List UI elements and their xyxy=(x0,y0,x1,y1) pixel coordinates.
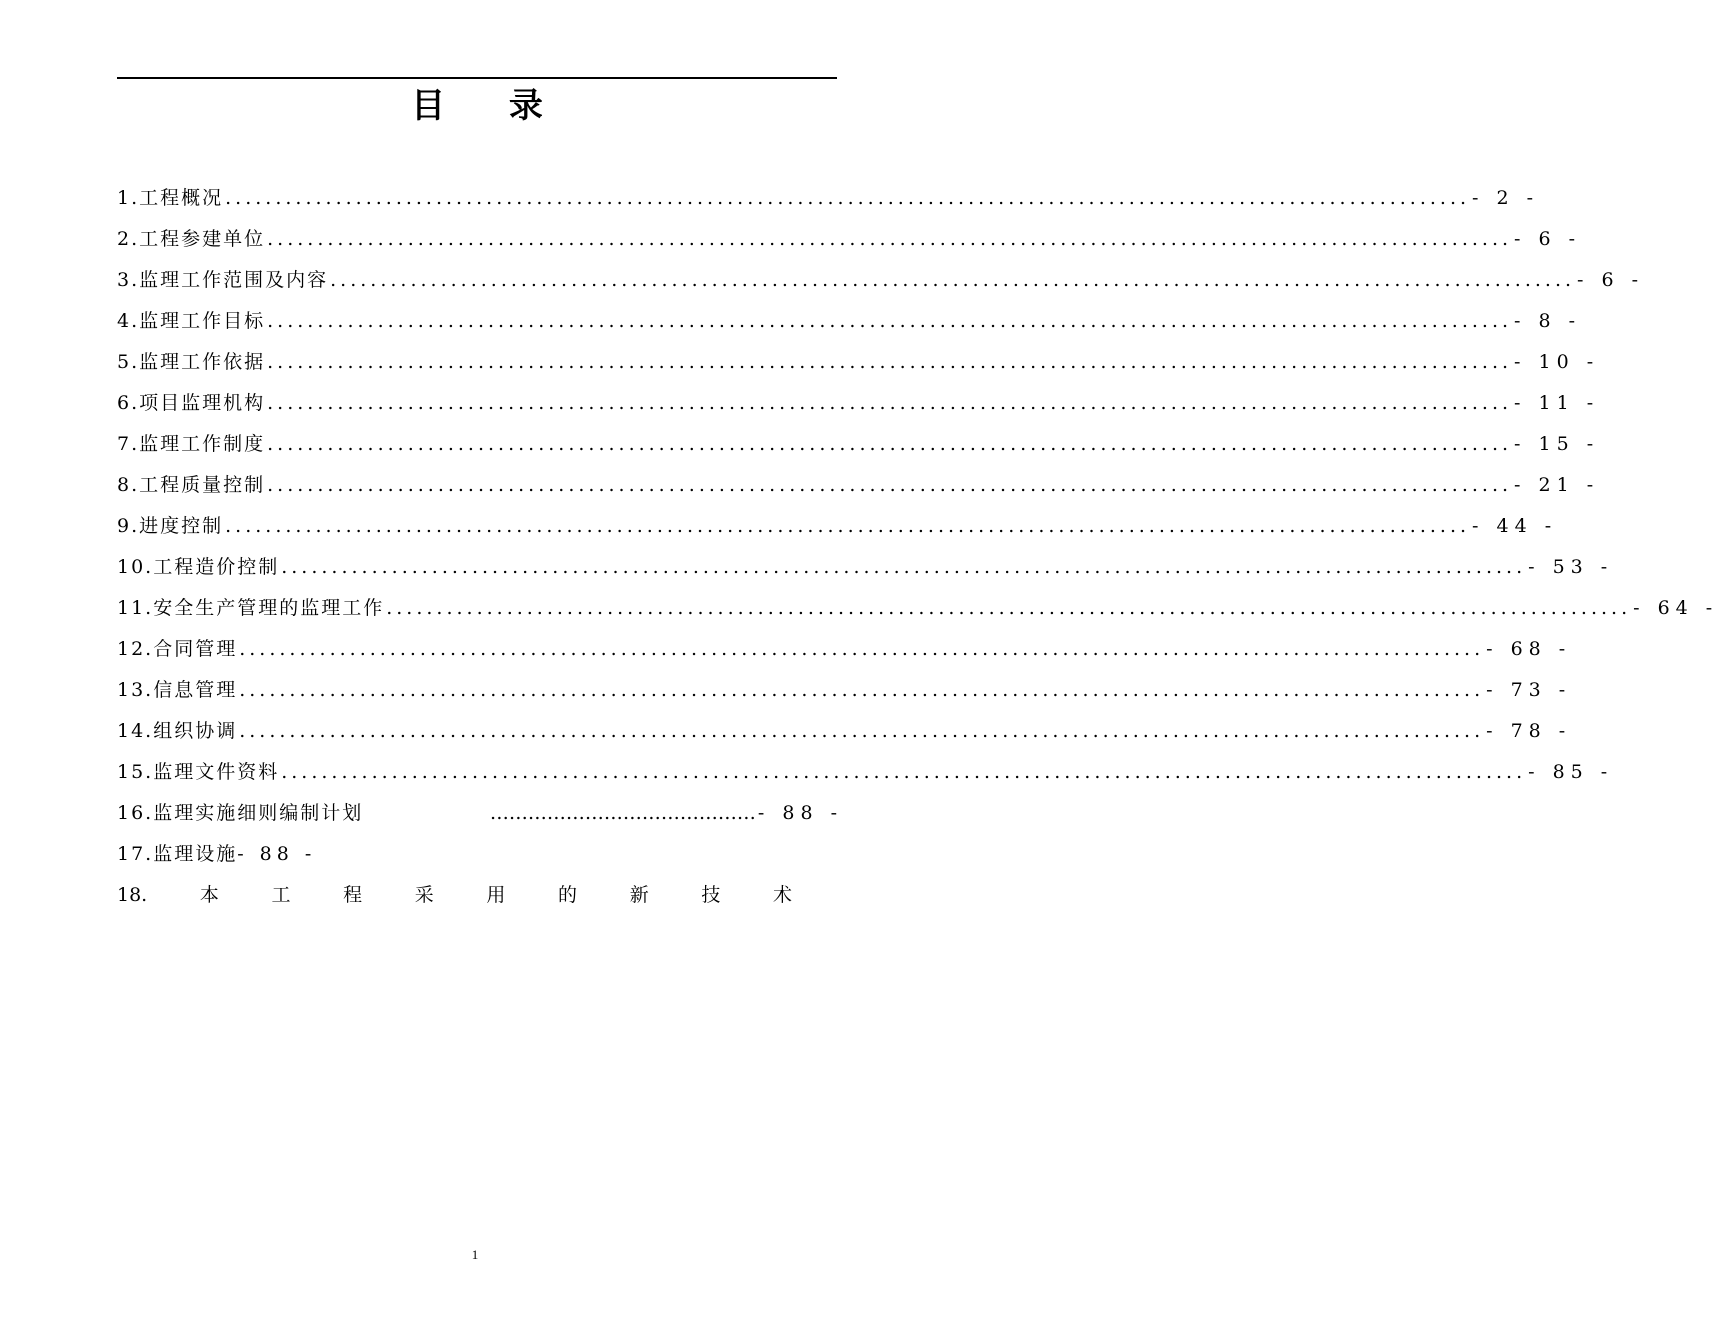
toc-entry-page: - 21 - xyxy=(1514,474,1600,496)
toc-entry-leader: ............................................................................................................................ xyxy=(267,228,1513,250)
toc-entry-leader: ............................................................................................................................ xyxy=(239,720,1485,742)
table-of-contents xyxy=(117,178,1718,916)
toc-entry-title: 4.监理工作目标 xyxy=(117,310,266,332)
header-rule xyxy=(117,77,837,79)
toc-entry[interactable] xyxy=(117,178,1540,219)
toc-entry-page: - 11 - xyxy=(1514,392,1600,414)
toc-entry-title: 5.监理工作依据 xyxy=(117,351,266,373)
toc-entry-leader: ............................................................................................................................ xyxy=(386,597,1632,619)
toc-entry-leader: ............................................................................................................................ xyxy=(267,474,1513,496)
toc-entry[interactable] xyxy=(117,711,1572,752)
toc-entry-leader: ............................................................................................................................ xyxy=(239,638,1485,660)
toc-entry-page: - 88 - xyxy=(757,802,843,824)
toc-entry-title: 1.工程概况 xyxy=(117,187,224,209)
toc-title: 目 录 xyxy=(411,86,569,126)
toc-entry-page: - 88 - xyxy=(237,843,317,865)
toc-entry[interactable] xyxy=(117,588,1718,629)
toc-entry[interactable] xyxy=(117,547,1614,588)
toc-entry[interactable] xyxy=(117,342,1600,383)
toc-entry-leader: ............................................................................................................................ xyxy=(281,761,1527,783)
toc-entry-title: 9.进度控制 xyxy=(117,515,224,537)
toc-entry[interactable] xyxy=(117,834,837,875)
toc-entry-page: - 15 - xyxy=(1514,433,1600,455)
toc-entry-title: 3.监理工作范围及内容 xyxy=(117,269,329,291)
toc-entry-char: 术 xyxy=(772,884,792,906)
toc-entry-char: 的 xyxy=(558,884,578,906)
toc-entry[interactable] xyxy=(117,670,1572,711)
toc-entry-leader: ............................................................................................................................ xyxy=(267,351,1513,373)
toc-entry-leader: ............................................................................................................................ xyxy=(330,269,1576,291)
toc-entry-page: - 44 - xyxy=(1472,515,1558,537)
toc-entry-page: - 2 - xyxy=(1472,187,1540,209)
toc-entry-page: - 68 - xyxy=(1486,638,1572,660)
toc-entry-title: 12.合同管理 xyxy=(117,638,238,660)
toc-entry[interactable] xyxy=(117,219,1582,260)
toc-entry-char: 新 xyxy=(629,884,649,906)
toc-entry-page: - 6 - xyxy=(1577,269,1645,291)
toc-entry[interactable] xyxy=(117,424,1600,465)
toc-entry-leader: ............................................................................................................................ xyxy=(225,187,1471,209)
toc-entry-leader: ............................................................................................................................ xyxy=(267,433,1513,455)
toc-entry[interactable] xyxy=(117,301,1582,342)
toc-entry-page: - 73 - xyxy=(1486,679,1572,701)
toc-entry-page: - 53 - xyxy=(1528,556,1614,578)
page-number: 1 xyxy=(471,1247,479,1262)
toc-entry-title: 10.工程造价控制 xyxy=(117,556,280,578)
toc-entry-number: 18. xyxy=(117,884,148,906)
toc-entry-title: 7.监理工作制度 xyxy=(117,433,266,455)
toc-entry-leader: …………………………………… xyxy=(489,802,756,824)
toc-entry-title: 13.信息管理 xyxy=(117,679,238,701)
toc-entry[interactable] xyxy=(117,465,1600,506)
toc-entry-title: 16.监理实施细则编制计划 xyxy=(117,802,364,824)
toc-entry[interactable] xyxy=(117,629,1572,670)
toc-entry-page: - 8 - xyxy=(1514,310,1582,332)
toc-entry-char: 本 xyxy=(199,884,219,906)
toc-entry-char: 程 xyxy=(343,884,363,906)
toc-entry-page: - 10 - xyxy=(1514,351,1600,373)
toc-entry[interactable] xyxy=(117,752,1614,793)
toc-entry[interactable] xyxy=(117,506,1558,547)
toc-entry-title: 6.项目监理机构 xyxy=(117,392,266,414)
toc-entry-char: 工 xyxy=(271,884,291,906)
toc-entry-page: - 78 - xyxy=(1486,720,1572,742)
toc-entry[interactable] xyxy=(117,875,792,916)
toc-entry-char: 用 xyxy=(486,884,506,906)
toc-entry-page: - 64 - xyxy=(1633,597,1718,619)
toc-entry-leader: ............................................................................................................................ xyxy=(267,310,1513,332)
toc-entry[interactable] xyxy=(117,793,843,834)
toc-entry[interactable] xyxy=(117,383,1600,424)
toc-entry-title: 11.安全生产管理的监理工作 xyxy=(117,597,385,619)
toc-entry-leader: ............................................................................................................................ xyxy=(267,392,1513,414)
toc-entry-leader: ............................................................................................................................ xyxy=(225,515,1471,537)
toc-entry-title: 2.工程参建单位 xyxy=(117,228,266,250)
toc-entry-title: 17.监理设施 xyxy=(117,843,238,865)
toc-entry-page: - 85 - xyxy=(1528,761,1614,783)
toc-entry-title: 15.监理文件资料 xyxy=(117,761,280,783)
toc-entry[interactable] xyxy=(117,260,1645,301)
toc-entry-char: 采 xyxy=(414,884,434,906)
toc-entry-page: - 6 - xyxy=(1514,228,1582,250)
toc-entry-leader: ............................................................................................................................ xyxy=(239,679,1485,701)
toc-entry-char: 技 xyxy=(701,884,721,906)
toc-entry-title: 14.组织协调 xyxy=(117,720,238,742)
toc-entry-leader: ............................................................................................................................ xyxy=(281,556,1527,578)
toc-entry-title: 8.工程质量控制 xyxy=(117,474,266,496)
